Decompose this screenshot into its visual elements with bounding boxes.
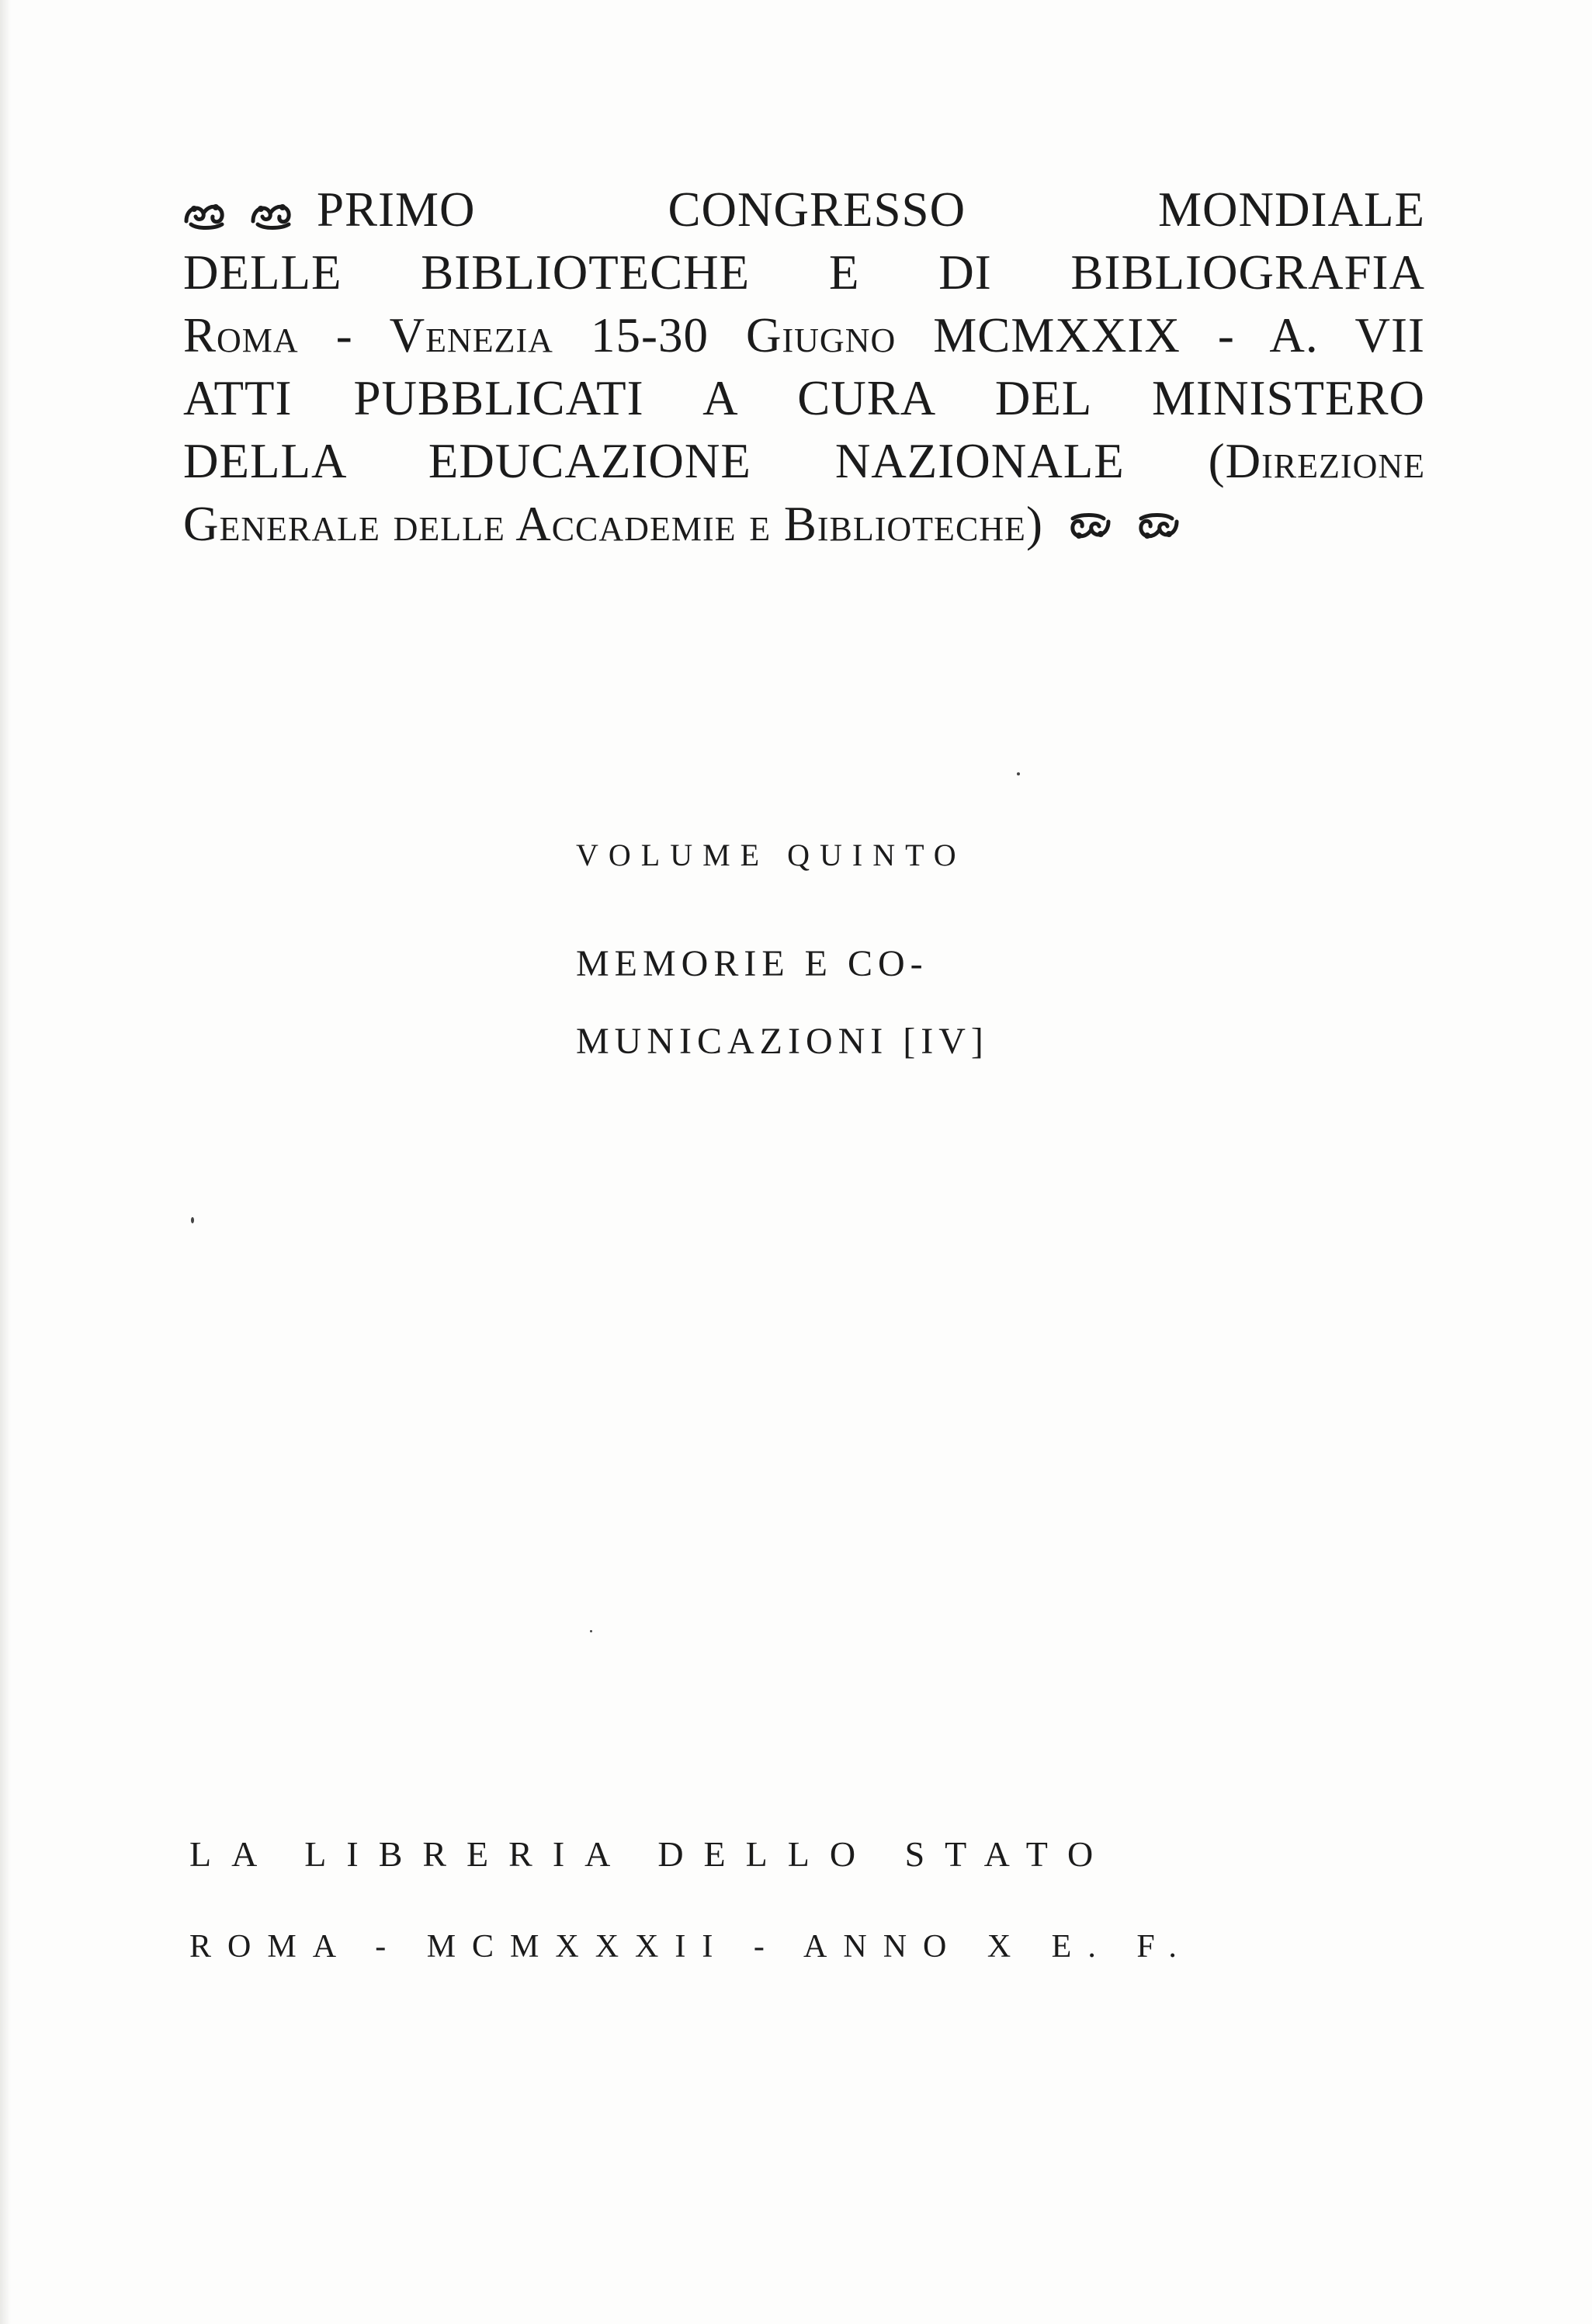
header-line-1-text: PRIMO CONGRESSO MONDIALE xyxy=(317,182,1425,237)
header-line-6 xyxy=(183,493,1425,556)
volume-title-line-2: MUNICAZIONI [IV] xyxy=(576,1021,989,1062)
volume-label: VOLUME QUINTO xyxy=(576,838,966,872)
header-line-4: ATTI PUBBLICATI A CURA DEL MINISTERO xyxy=(183,371,1425,425)
publisher-name: LA LIBRERIA DELLO STATO xyxy=(189,1834,1114,1874)
header-line-1 xyxy=(183,179,1425,241)
header-line-6-text: Generale delle Accademie e Biblioteche) xyxy=(183,497,1043,551)
volume-title xyxy=(576,925,1119,1080)
paper-speck xyxy=(1017,772,1020,775)
floral-ornament-icon xyxy=(183,183,228,246)
header-line-3: Roma - Venezia 15-30 Giugno MCMXXIX - A. VII xyxy=(183,308,1425,362)
floral-ornament-icon xyxy=(1135,498,1180,560)
header-line-2: DELLE BIBLIOTECHE E DI BIBLIOGRAFIA xyxy=(183,245,1425,300)
header-line-5: DELLA EDUCAZIONE NAZIONALE (Direzione xyxy=(183,434,1425,488)
paper-speck xyxy=(191,1217,194,1223)
publisher-place-date: ROMA - MCMXXXII - ANNO X E. F. xyxy=(189,1929,1193,1965)
congress-header xyxy=(183,179,1425,556)
floral-ornament-icon xyxy=(1067,498,1112,560)
volume-title-line-1: MEMORIE E CO- xyxy=(576,943,928,984)
page-edge xyxy=(0,0,11,2324)
floral-ornament-icon xyxy=(250,183,295,246)
paper-speck xyxy=(590,1630,592,1632)
